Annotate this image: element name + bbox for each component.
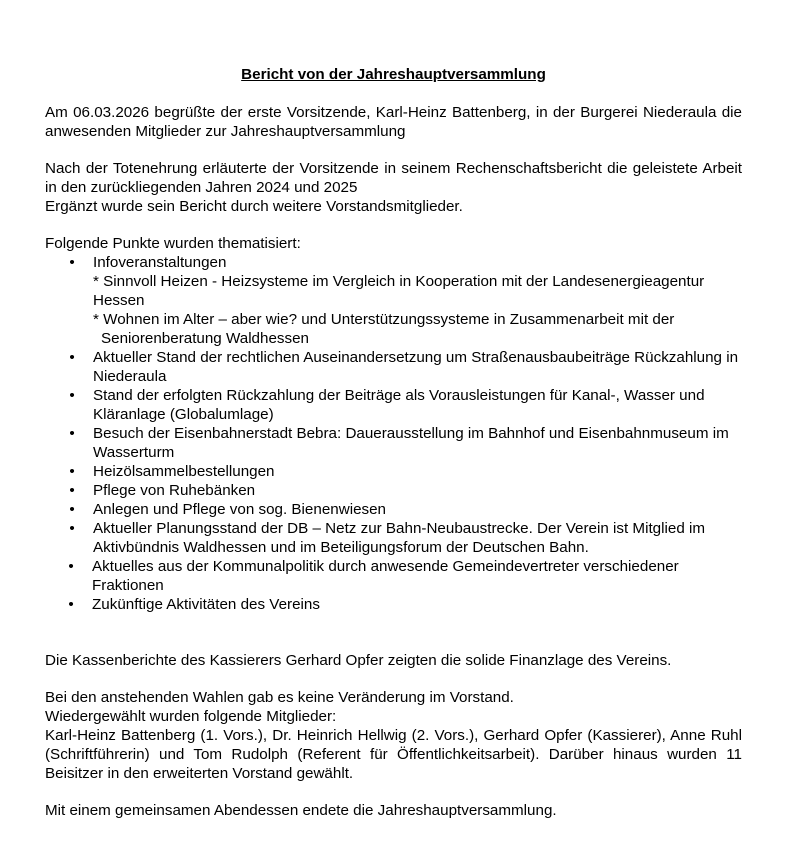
list-item-text: Pflege von Ruhebänken [93, 482, 256, 499]
list-item-text: Aktueller Planungsstand der DB – Netz zur Bahn-Neubaustrecke. Der Verein ist Mitglied im Aktivbündnis Waldhessen und im Beteiligungsforum der Deutschen Bahn. [93, 520, 706, 556]
closing-paragraph: Mit einem gemeinsamen Abendessen endete die Jahreshauptversammlung. [45, 802, 557, 819]
sub-item: * Wohnen im Alter – aber wie? und Unterstützungssysteme in Zusammenarbeit mit der [93, 311, 675, 328]
bullet-icon: • [68, 558, 74, 575]
list-item-text: Anlegen und Pflege von sog. Bienenwiesen [93, 501, 386, 518]
topics-list [45, 253, 742, 614]
bullet-icon: • [69, 254, 75, 271]
list-item-text: Zukünftige Aktivitäten des Vereins [92, 596, 320, 613]
list-item [45, 462, 742, 481]
topics-heading: Folgende Punkte wurden thematisiert: [45, 235, 301, 252]
report-paragraph [45, 159, 742, 216]
bullet-icon: • [68, 596, 74, 613]
bullet-icon: • [69, 520, 75, 537]
report-line: Nach der Totenehrung erläuterte der Vorsitzende in seinem Rechenschaftsbericht die geleistete Arbeit in den zurückliegenden Jahren 2024 und 2025 [45, 160, 742, 196]
list-item-text: Besuch der Eisenbahnerstadt Bebra: Dauerausstellung im Bahnhof und Eisenbahnmuseum im Wasserturm [93, 425, 729, 461]
list-item [45, 386, 742, 424]
list-item [45, 557, 742, 595]
treasurer-paragraph: Die Kassenberichte des Kassierers Gerhard Opfer zeigten die solide Finanzlage des Vereins. [45, 652, 672, 669]
list-item-text: Infoveranstaltungen [93, 254, 227, 271]
list-item-text: Aktueller Stand der rechtlichen Auseinandersetzung um Straßenausbaubeiträge Rückzahlung in Niederaula [93, 349, 739, 385]
list-item-text: Heizölsammelbestellungen [93, 463, 275, 480]
bullet-icon: • [69, 387, 75, 404]
bullet-icon: • [69, 482, 75, 499]
document-title: Bericht von der Jahreshauptversammlung [241, 66, 546, 83]
elections-paragraph [45, 688, 742, 783]
list-item [45, 424, 742, 462]
list-item-text: Aktuelles aus der Kommunalpolitik durch anwesende Gemeindevertreter verschiedener Fraktionen [92, 558, 679, 594]
bullet-icon: • [69, 349, 75, 366]
document-page [45, 65, 742, 838]
list-item [45, 519, 742, 557]
list-item [45, 253, 742, 348]
report-line: Ergänzt wurde sein Bericht durch weitere Vorstandsmitglieder. [45, 198, 463, 215]
list-item [45, 500, 742, 519]
intro-paragraph: Am 06.03.2026 begrüßte der erste Vorsitzende, Karl-Heinz Battenberg, in der Burgerei Niederaula die anwesenden Mitglieder zur Jahreshauptversammlung [45, 104, 742, 140]
list-item-text: Stand der erfolgten Rückzahlung der Beiträge als Vorausleistungen für Kanal-, Wasser und Kläranlage (Globalumlage) [93, 387, 705, 423]
bullet-icon: • [69, 425, 75, 442]
list-item [45, 595, 742, 614]
elections-line: Wiedergewählt wurden folgende Mitglieder: [45, 708, 337, 725]
bullet-icon: • [69, 501, 75, 518]
sub-item-continuation: Seniorenberatung Waldhessen [101, 330, 309, 347]
spacer [45, 632, 742, 651]
list-item [45, 481, 742, 500]
sub-item: * Sinnvoll Heizen - Heizsysteme im Vergleich in Kooperation mit der Landesenergieagentur Hessen [93, 273, 705, 309]
bullet-icon: • [69, 463, 75, 480]
elections-line: Bei den anstehenden Wahlen gab es keine Veränderung im Vorstand. [45, 689, 514, 706]
list-item [45, 348, 742, 386]
elections-members: Karl-Heinz Battenberg (1. Vors.), Dr. Heinrich Hellwig (2. Vors.), Gerhard Opfer (Kassierer), Anne Ruhl (Schriftführerin) und Tom Rudolph (Referent für Öffentlichkeitsarbeit). Darüber hinaus wurden 11 Beisitzer in den erweiterten Vorstand gewählt. [45, 727, 742, 782]
